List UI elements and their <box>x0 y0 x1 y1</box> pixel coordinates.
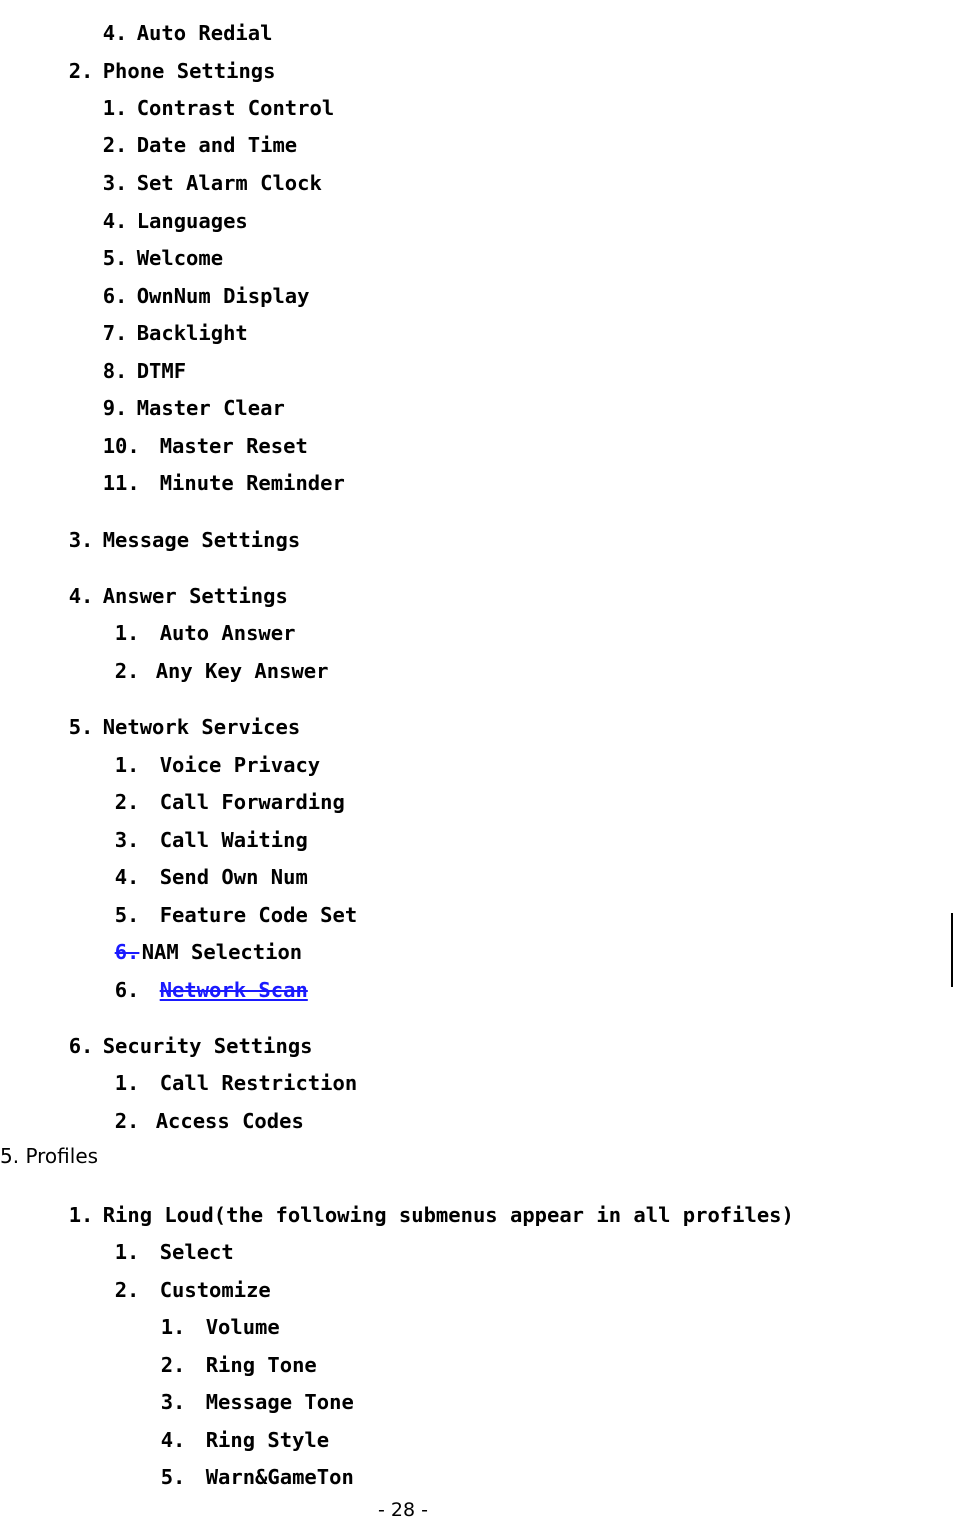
menu-subitem: 4. Ring Style <box>160 1427 330 1452</box>
menu-item: 3. Set Alarm Clock <box>102 170 322 195</box>
menu-item: 2. Access Codes <box>114 1108 304 1133</box>
menu-subitem: 5. Warn&GameTon <box>160 1464 354 1489</box>
menu-item: 9. Master Clear <box>102 395 285 420</box>
deleted-text: Network Scan <box>159 977 308 1002</box>
menu-subitem: 1. Volume <box>160 1314 280 1339</box>
menu-item: 1. Select <box>114 1239 234 1264</box>
menu-item: 1. Auto Answer <box>114 620 296 645</box>
menu-section: 2. Phone Settings <box>68 58 276 83</box>
menu-heading: 5. Profiles <box>0 1144 99 1168</box>
deleted-number: 6. <box>114 939 140 964</box>
revision-change-bar <box>951 913 953 987</box>
menu-section: 4. Answer Settings <box>68 583 288 608</box>
menu-item: 1. Call Restriction <box>114 1070 358 1095</box>
menu-item: 4. Send Own Num <box>114 864 308 889</box>
menu-item: 2. Date and Time <box>102 132 298 157</box>
menu-item: 1. Contrast Control <box>102 95 335 120</box>
menu-item-deleted: 6. Network Scan <box>114 977 308 1002</box>
menu-subitem: 2. Ring Tone <box>160 1352 317 1377</box>
menu-item-revised: 6. NAM Selection <box>114 939 303 964</box>
menu-item: 1. Voice Privacy <box>114 752 321 777</box>
menu-subitem: 3. Message Tone <box>160 1389 354 1414</box>
menu-item: 4. Languages <box>102 208 248 233</box>
menu-item: 7. Backlight <box>102 320 248 345</box>
menu-section: 5. Network Services <box>68 714 301 739</box>
menu-item: 8. DTMF <box>102 358 187 383</box>
menu-item: 4. Auto Redial <box>102 20 273 45</box>
page-number: - 28 - <box>378 1499 428 1521</box>
menu-section: 3. Message Settings <box>68 527 301 552</box>
menu-item: 2. Any Key Answer <box>114 658 329 683</box>
menu-item: 11. Minute Reminder <box>102 470 345 495</box>
menu-item: 2. Customize <box>114 1277 271 1302</box>
menu-item: 5. Feature Code Set <box>114 902 358 927</box>
menu-item: 3. Call Waiting <box>114 827 308 852</box>
menu-item: 2. Call Forwarding <box>114 789 345 814</box>
menu-item: 6. OwnNum Display <box>102 283 310 308</box>
menu-item: 5. Welcome <box>102 245 224 270</box>
menu-section: 6. Security Settings <box>68 1033 313 1058</box>
menu-item: 10. Master Reset <box>102 433 308 458</box>
menu-section: 1. Ring Loud(the following submenus appear in all profiles) <box>68 1202 794 1227</box>
